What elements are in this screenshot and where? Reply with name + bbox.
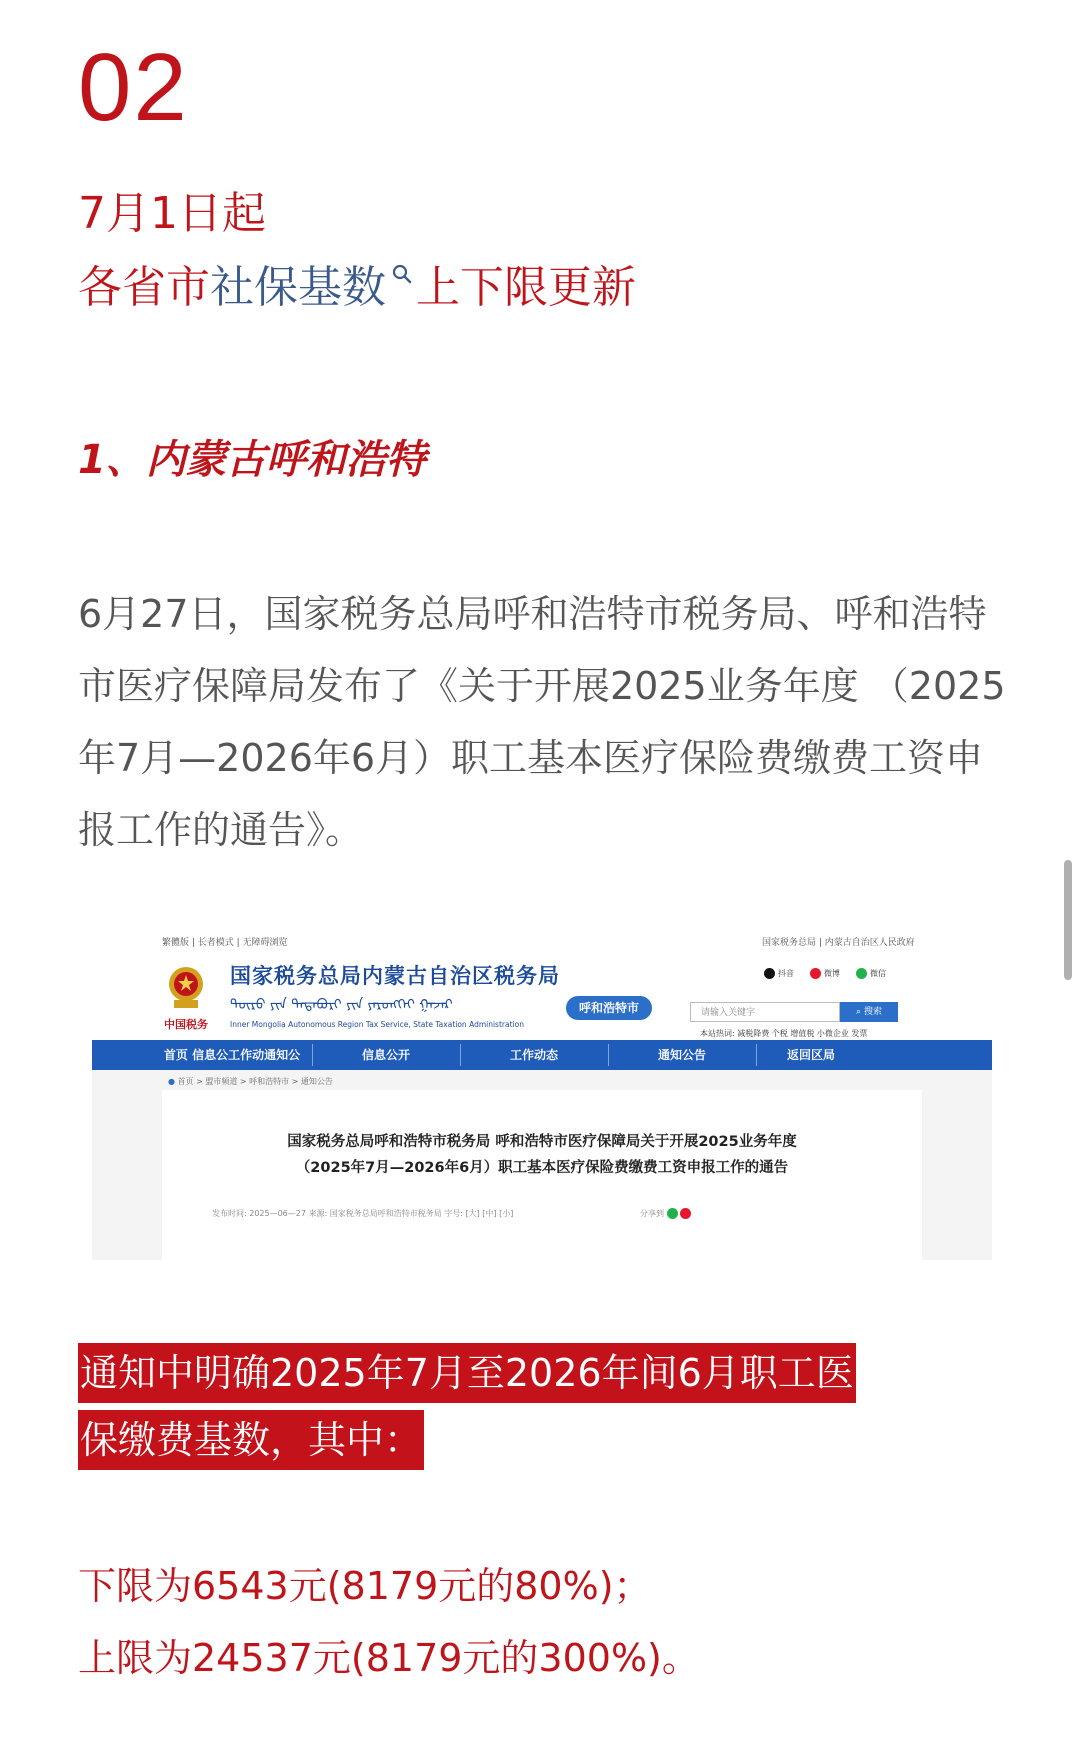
- nav-item-notices[interactable]: 通知公告: [657, 1048, 706, 1062]
- title-line-2: [78, 262, 636, 315]
- nav-item-return[interactable]: 返回区局: [786, 1048, 835, 1062]
- site-top-links: 繁體版 | 长者模式 | 无障碍浏览: [162, 938, 288, 948]
- article-meta: 发布时间: 2025—06—27 来源: 国家税务总局呼和浩特市税务局 字号: [大] [中] [小]: [212, 1209, 514, 1218]
- site-top-right-links: 国家税务总局 | 内蒙古自治区人民政府: [762, 938, 915, 948]
- title-line-1: 7月1日起: [78, 188, 266, 239]
- site-org-name-mongolian: ᠳᠥᠷᠥ ᠶᠢᠨ ᠲᠠᠲᠠᠪᠤᠷᠢ ᠶᠢᠨ ᠶᠡᠷᠦᠩᠬᠡᠢ ᠭᠠᠵᠠᠷ: [230, 997, 453, 1013]
- site-search-button[interactable]: ⌕ 搜索: [840, 1002, 898, 1022]
- lower-limit-text: 下限为6543元(8179元的80%)；: [78, 1564, 652, 1608]
- location-pin-icon: ●: [168, 1077, 175, 1086]
- weibo-icon: [810, 968, 821, 979]
- title-suffix: 上下限更新: [416, 262, 636, 313]
- wechat-icon: [856, 968, 867, 979]
- nav-item-home[interactable]: 首页 信息公工作动通知公: [163, 1048, 301, 1062]
- site-org-name: 国家税务总局内蒙古自治区税务局: [230, 964, 560, 988]
- site-nav-bar: [92, 1040, 992, 1070]
- body-paragraph: 6月27日，国家税务总局呼和浩特市税务局、呼和浩特市医疗保障局发布了《关于开展2025业务年度 （2025年7月—2026年6月）职工基本医疗保险费缴费工资申报工作的通告》。: [78, 592, 1006, 852]
- site-breadcrumb: ● 首页 > 盟市频道 > 呼和浩特市 > 通知公告: [168, 1077, 333, 1086]
- site-top-bar: [92, 930, 992, 953]
- wechat-link[interactable]: 微信: [856, 968, 886, 979]
- weibo-link[interactable]: 微博: [810, 968, 840, 979]
- nav-item-work[interactable]: 工作动态: [509, 1048, 558, 1062]
- douyin-icon: [764, 968, 775, 979]
- upper-limit-text: 上限为24537元(8179元的300%)。: [78, 1636, 700, 1680]
- scrollbar[interactable]: [1064, 860, 1072, 980]
- site-header: [92, 952, 992, 1040]
- subheading: 1、内蒙古呼和浩特: [78, 437, 426, 483]
- share-wechat-icon[interactable]: [667, 1208, 678, 1219]
- search-icon[interactable]: [386, 262, 416, 302]
- embedded-website-image: [92, 930, 992, 1260]
- social-base-link[interactable]: 社保基数: [210, 262, 386, 313]
- douyin-link[interactable]: 抖音: [764, 968, 794, 979]
- site-search-input[interactable]: 请输入关键字: [690, 1002, 840, 1022]
- highlight-line-2: 保缴费基数，其中：: [78, 1410, 424, 1470]
- national-emblem-icon: [166, 964, 206, 1010]
- city-badge[interactable]: 呼和浩特市: [566, 996, 652, 1020]
- site-org-name-english: Inner Mongolia Autonomous Region Tax Service, State Taxation Administration: [230, 1020, 524, 1029]
- article-title-line-2: （2025年7月—2026年6月）职工基本医疗保险费缴费工资申报工作的通告: [295, 1160, 789, 1176]
- nav-item-info[interactable]: 信息公开: [361, 1048, 410, 1062]
- share-weibo-icon[interactable]: [680, 1208, 691, 1219]
- highlight-line-1: 通知中明确2025年7月至2026年间6月职工医: [78, 1343, 856, 1403]
- section-number: 02: [78, 34, 189, 141]
- title-prefix: 各省市: [78, 262, 210, 313]
- china-tax-logo: 中国税务: [164, 1018, 208, 1031]
- article-card: [162, 1090, 922, 1260]
- hot-words: 本站热词: 减税降费 个税 增值税 小微企业 发票: [700, 1029, 868, 1038]
- article-title-line-1: 国家税务总局呼和浩特市税务局 呼和浩特市医疗保障局关于开展2025业务年度: [287, 1134, 797, 1150]
- share-area: 分享到: [640, 1208, 691, 1219]
